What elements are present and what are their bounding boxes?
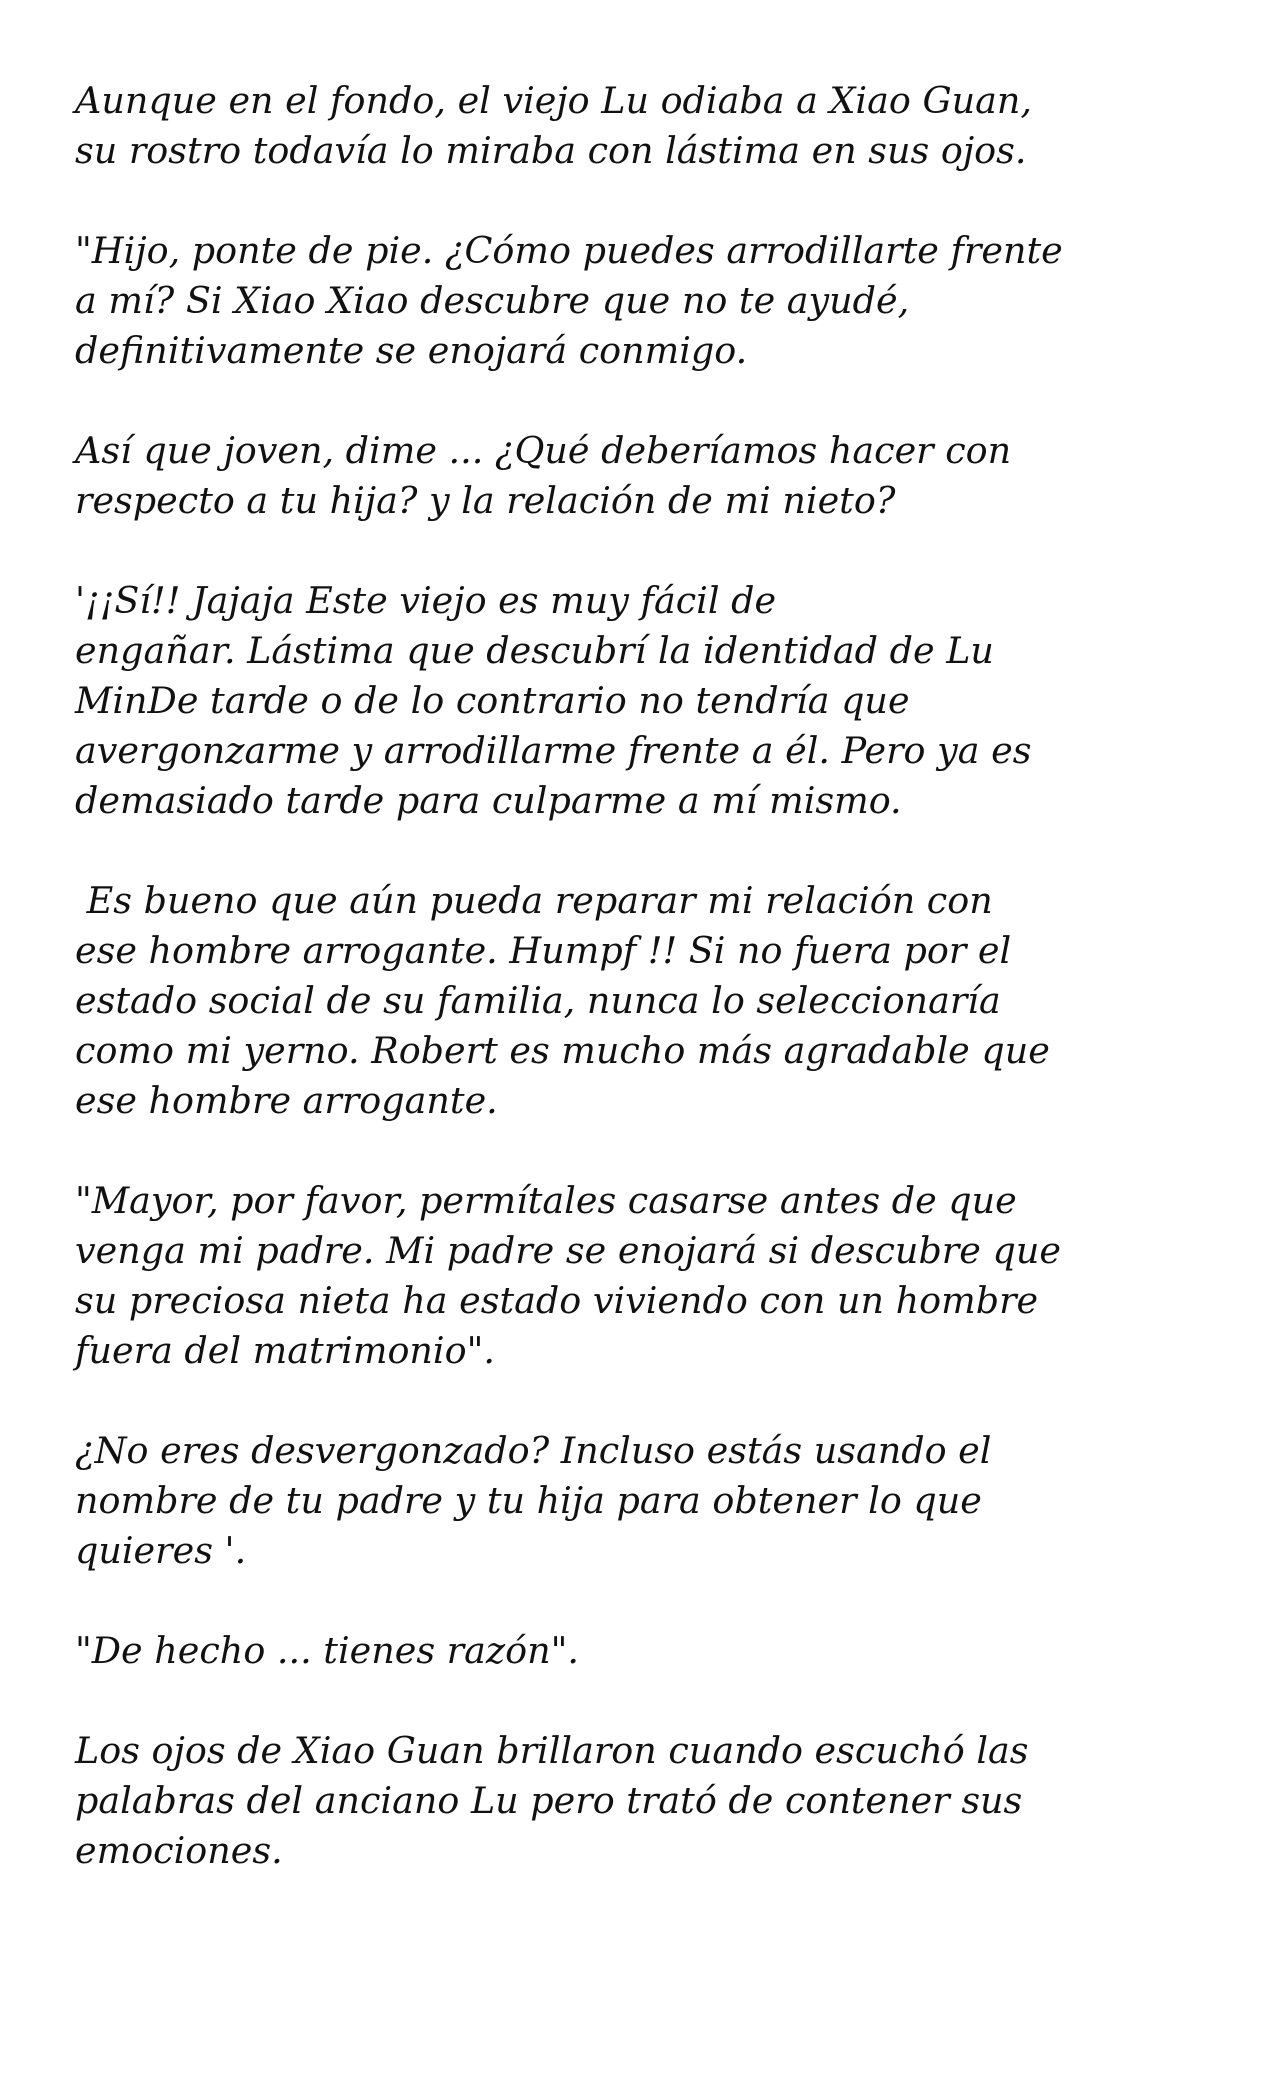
paragraph [75, 876, 1215, 1126]
document-body [75, 76, 1215, 1926]
text-line: "De hecho ... tienes razón". [75, 1629, 579, 1672]
text-line: MinDe tarde o de lo contrario no tendría que [75, 679, 910, 722]
paragraph [75, 76, 1215, 176]
paragraph [75, 426, 1215, 526]
paragraph [75, 226, 1215, 376]
text-line: definitivamente se enojará conmigo. [75, 329, 748, 372]
text-line: engañar. Lástima que descubrí la identidad de Lu [75, 629, 994, 672]
text-line: estado social de su familia, nunca lo seleccionaría [75, 979, 1001, 1022]
text-line: ese hombre arrogante. [75, 1079, 498, 1122]
text-line: quieres '. [75, 1529, 247, 1572]
text-line: ¿No eres desvergonzado? Incluso estás usando el [75, 1429, 992, 1472]
text-line: nombre de tu padre y tu hija para obtener lo que [75, 1479, 982, 1522]
text-line: venga mi padre. Mi padre se enojará si descubre que [75, 1229, 1061, 1272]
paragraph [75, 1626, 1215, 1676]
text-line: Así que joven, dime ... ¿Qué deberíamos hacer con [75, 429, 1012, 472]
text-line: emociones. [75, 1829, 283, 1872]
text-line: demasiado tarde para culparme a mí mismo. [75, 779, 902, 822]
text-line: fuera del matrimonio". [75, 1329, 495, 1372]
paragraph [75, 1426, 1215, 1576]
paragraph [75, 1176, 1215, 1376]
paragraph [75, 1726, 1215, 1876]
text-line: su rostro todavía lo miraba con lástima en sus ojos. [75, 129, 1027, 172]
text-line: Aunque en el fondo, el viejo Lu odiaba a Xiao Guan, [75, 79, 1032, 122]
paragraph [75, 576, 1215, 826]
text-line: como mi yerno. Robert es mucho más agradable que [75, 1029, 1050, 1072]
text-line: palabras del anciano Lu pero trató de contener sus [75, 1779, 1023, 1822]
text-line: a mí? Si Xiao Xiao descubre que no te ayudé, [75, 279, 910, 322]
text-line: '¡¡Sí!! Jajaja Este viejo es muy fácil de [75, 579, 777, 622]
text-line: "Mayor, por favor, permítales casarse antes de que [75, 1179, 1017, 1222]
text-line: ese hombre arrogante. Humpf !! Si no fuera por el [75, 929, 1012, 972]
text-line: respecto a tu hija? y la relación de mi nieto? [75, 479, 896, 522]
text-line: avergonzarme y arrodillarme frente a él. Pero ya es [75, 729, 1032, 772]
text-line: su preciosa nieta ha estado viviendo con un hombre [75, 1279, 1039, 1322]
text-line: Los ojos de Xiao Guan brillaron cuando escuchó las [75, 1729, 1029, 1772]
text-line: "Hijo, ponte de pie. ¿Cómo puedes arrodillarte frente [75, 229, 1063, 272]
text-line: Es bueno que aún pueda reparar mi relación con [75, 879, 993, 922]
